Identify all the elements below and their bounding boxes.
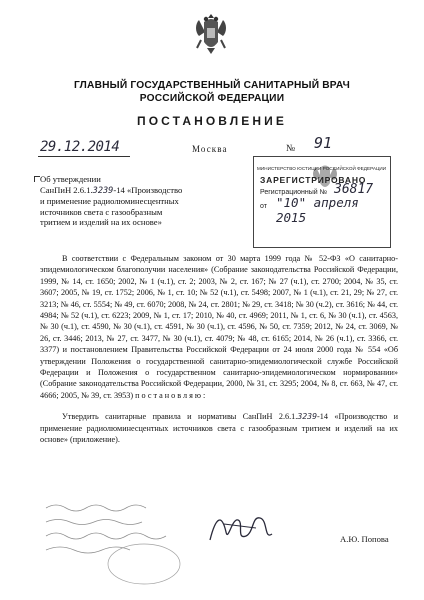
subject-sanpin-suffix: -14 «Производство	[113, 184, 183, 195]
body-paragraph-2-suffix: -14 «Производство и применение радиолюминесцентных источников света с газообразным тритием и изделий на их основе» (приложение).	[40, 412, 399, 445]
body-paragraph-1-text: В соответствии с Федеральным законом от 30 марта 1999 года № 52-ФЗ «О санитарно-эпидемиологическом благополучии населения» (Собрание законодательства Российской Федерации, 1999, № 14, ст. 1650; 2002, № 1 (ч.1), ст. 2; 2003, № 2, ст. 167; № 27 (ч.1), ст. 2700; 2004, № 35, ст. 3607; 2005, № 19, ст. 1752; 2006, № 1, ст. 10; № 52 (ч.1), ст. 5498; 2007, № 1 (ч.1), ст. 21, 29; № 27, ст. 3213; № 46, ст. 5554; № 49, ст. 6070; 2008, № 24, ст. 2801; № 29, ст. 3418; № 30 (ч.2), ст. 3616; № 44, ст. 4984; № 52 (ч.1), ст. 6223; 2009, № 1, ст. 17; 2010, № 40, ст. 4969; 2011, № 1, ст. 6, № 30 (ч.1), ст. 4563, № 30 (ч.1), ст. 4590, № 30 (ч.1), ст. 4591, № 30 (ч.1), ст. 4596, № 50, ст. 7359; 2012, № 24, ст. 3069, № 26, ст. 3446; 2013, № 27, ст. 3477, № 30 (ч.1), ст. 4079; № 48, ст. 6165; 2014, № 26 (ч.1), ст. 3366, ст. 3377) и постановлением Правительства Российской Федерации от 24 июля 2000 года № 554 «Об утверждении Положения о государственной санитарно-эпидемиологической службе Российской Федерации и Положения о государственном санитарно-эпидемиологическом нормировании» (Собрание законодательства Российской Федерации, 2000, № 31, ст. 3295; 2004, № 8, ст. 663, № 47, ст. 4666; 2005, № 39, ст. 3953)	[40, 254, 398, 400]
subject-line1-text: Об утверждении	[40, 174, 101, 184]
decree-date-handwritten: 29.12.2014	[40, 139, 120, 155]
body-paragraph-1	[40, 253, 398, 401]
decree-word: постановляю:	[135, 390, 208, 400]
subject-block	[40, 174, 270, 228]
subject-sanpin-prefix: СанПиН 2.6.1.	[40, 184, 93, 195]
subject-sanpin-number-handwritten: 3239	[92, 185, 114, 196]
stamp-reg-label: Регистрационный №	[260, 189, 328, 196]
decree-body	[40, 253, 398, 446]
handwritten-certification-notes	[44, 498, 214, 588]
body-sanpin-number-handwritten: 3239	[297, 411, 318, 422]
stamp-status: ЗАРЕГИСТРИРОВАНО	[260, 175, 367, 185]
agency-title-line2: РОССИЙСКОЙ ФЕДЕРАЦИИ	[139, 93, 285, 104]
decree-number-handwritten: 91	[314, 134, 333, 152]
agency-title-line1: ГЛАВНЫЙ ГОСУДАРСТВЕННЫЙ САНИТАРНЫЙ ВРАЧ	[73, 80, 351, 91]
registration-stamp	[253, 156, 391, 248]
stamp-reg-number: 36817	[334, 182, 374, 197]
number-sign: №	[286, 144, 296, 154]
subject-corner-left	[34, 176, 40, 182]
date-underline	[38, 156, 130, 157]
signature-mark	[206, 510, 276, 550]
signatory-name: А.Ю. Попова	[340, 534, 389, 544]
body-paragraph-2	[40, 411, 398, 445]
subject-line1	[40, 174, 270, 185]
body-paragraph-2-prefix: Утвердить санитарные правила и нормативы СанПиН 2.6.1.	[62, 412, 298, 422]
city-label: Москва	[192, 144, 228, 154]
russian-coat-of-arms-icon	[191, 10, 231, 58]
subject-line3: и применение радиолюминесцентных	[40, 196, 179, 207]
subject-line5: тритием и изделий на их основе»	[40, 217, 162, 228]
stamp-date-value: "10" апреля 2015	[276, 195, 359, 225]
stamp-ministry: МИНИСТЕРСТВО ЮСТИЦИИ РОССИЙСКОЙ ФЕДЕРАЦИИ	[257, 166, 387, 171]
document-type-heading: ПОСТАНОВЛЕНИЕ	[137, 114, 287, 128]
subject-line2	[40, 185, 270, 197]
stamp-date-label: от	[260, 203, 267, 210]
subject-line4: источников света с газообразным	[40, 206, 163, 217]
